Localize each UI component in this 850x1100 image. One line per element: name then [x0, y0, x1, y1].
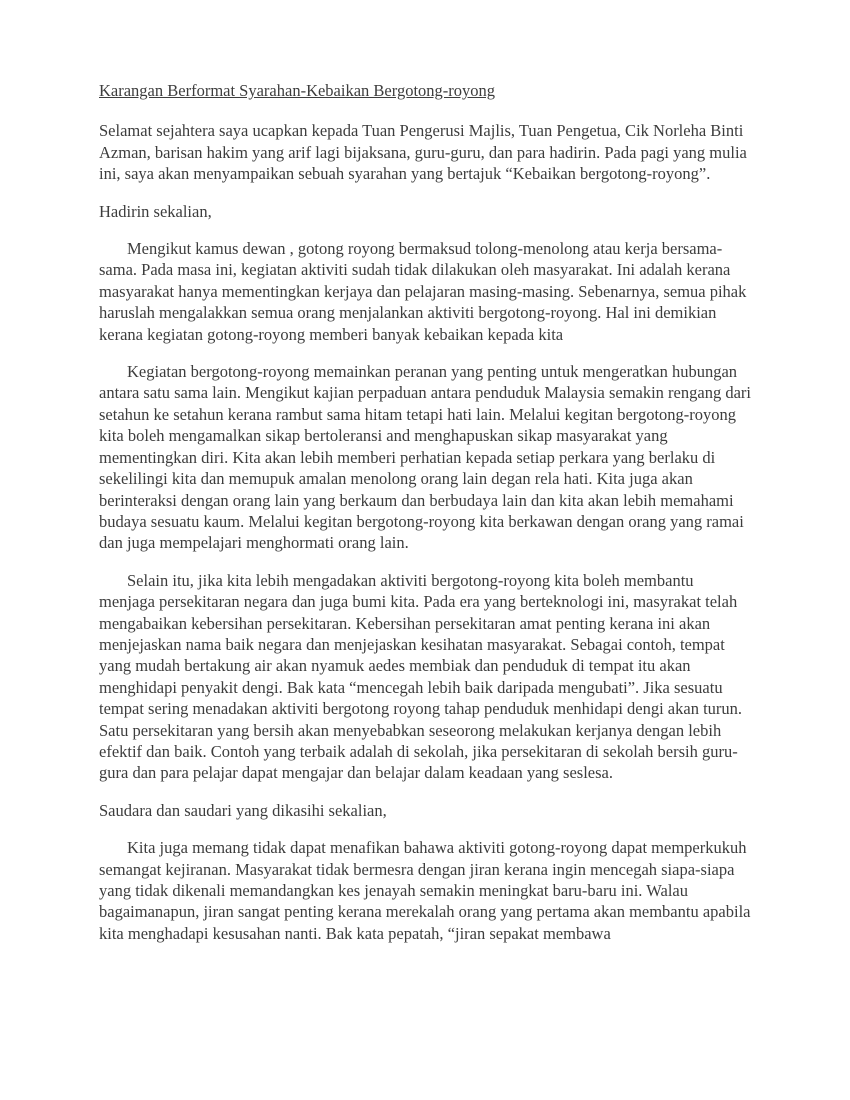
- salutation-hadirin: Hadirin sekalian,: [99, 201, 212, 221]
- paragraph-persekitaran: Selain itu, jika kita lebih mengadakan aktiviti bergotong-royong kita boleh membantu menjaga persekitaran negara dan juga bumi kita. Pada era yang berteknologi ini, masyrakat telah mengabaikan kebersihan persekitaran. Kebersihan persekitaran amat penting kerana ini akan menjejaskan nama baik negara dan menjejaskan kesihatan masyarakat. Sebagai contoh, tempat yang mudah bertakung air akan nyamuk aedes membiak dan penduduk di tempat itu akan menghidapi penyakit dengi. Bak kata “mencegah lebih baik daripada mengubati”. Jika sesuatu tempat sering menadakan aktiviti bergotong royong tahap penduduk menhidapi dengi akan turun. Satu persekitaran yang bersih akan menyebabkan seseorong melakukan kerjanya dengan lebih efektif dan baik. Contoh yang terbaik adalah di sekolah, jika persekitaran di sekolah bersih guru-gura dan para pelajar dapat mengajar dan belajar dalam keadaan yang seslesa.: [99, 570, 743, 783]
- paragraph-greeting: Selamat sejahtera saya ucapkan kepada Tuan Pengerusi Majlis, Tuan Pengetua, Cik Norleha Binti Azman, barisan hakim yang arif lagi bijaksana, guru-guru, dan para hadirin. Pada pagi yang mulia ini, saya akan menyampaikan sebuah syarahan yang bertajuk “Kebaikan bergotong-royong”.: [99, 121, 747, 184]
- paragraph-hubungan: Kegiatan bergotong-royong memainkan peranan yang penting untuk mengeratkan hubungan antara satu sama lain. Mengikut kajian perpaduan antara penduduk Malaysia semakin rengang dari setahun ke setahun kerana rambut sama hitam tetapi hati lain. Melalui kegitan bergotong-royong kita boleh mengamalkan sikap bertoleransi and menghapuskan sikap masyarakat yang mementingkan diri. Kita akan lebih memberi perhatian kepada setiap perkara yang berlaku di sekelilingi kita dan memupuk amalan menolong orang lain degan rela hati. Kita juga akan berinteraksi dengan orang lain yang berkaum dan berbudaya lain dan kita akan lebih memahami budaya sesuatu kaum. Melalui kegitan bergotong-royong kita berkawan dengan orang yang ramai dan juga mempelajari menghormati orang lain.: [99, 362, 751, 553]
- document-title: Karangan Berformat Syarahan-Kebaikan Bergotong-royong: [99, 81, 496, 100]
- salutation-saudara: Saudara dan saudari yang dikasihi sekalian,: [99, 800, 387, 820]
- paragraph-kejiranan: Kita juga memang tidak dapat menafikan bahawa aktiviti gotong-royong dapat memperkukuh semangat kejiranan. Masyarakat tidak bermesra dengan jiran kerana ingin mencegah siapa-siapa yang tidak dikenali memandangkan kes jenayah semakin meningkat baru-baru ini. Walau bagaimanapun, jiran sangat penting kerana merekalah orang yang pertama akan membantu apabila kita menghadapi kesusahan nanti. Bak kata pepatah, “jiran sepakat membawa: [99, 838, 751, 943]
- paragraph-definition: Mengikut kamus dewan , gotong royong bermaksud tolong-menolong atau kerja bersama-sama. Pada masa ini, kegiatan aktiviti sudah tidak dilakukan oleh masyarakat. Ini adalah kerana masyarakat hanya mementingkan kerjaya dan pelajaran masing-masing. Sebenarnya, semua pihak haruslah mengalakkan semua orang menjalankan aktiviti bergotong-royong. Hal ini demikian kerana kegiatan gotong-royong memberi banyak kebaikan kepada kita: [99, 239, 747, 344]
